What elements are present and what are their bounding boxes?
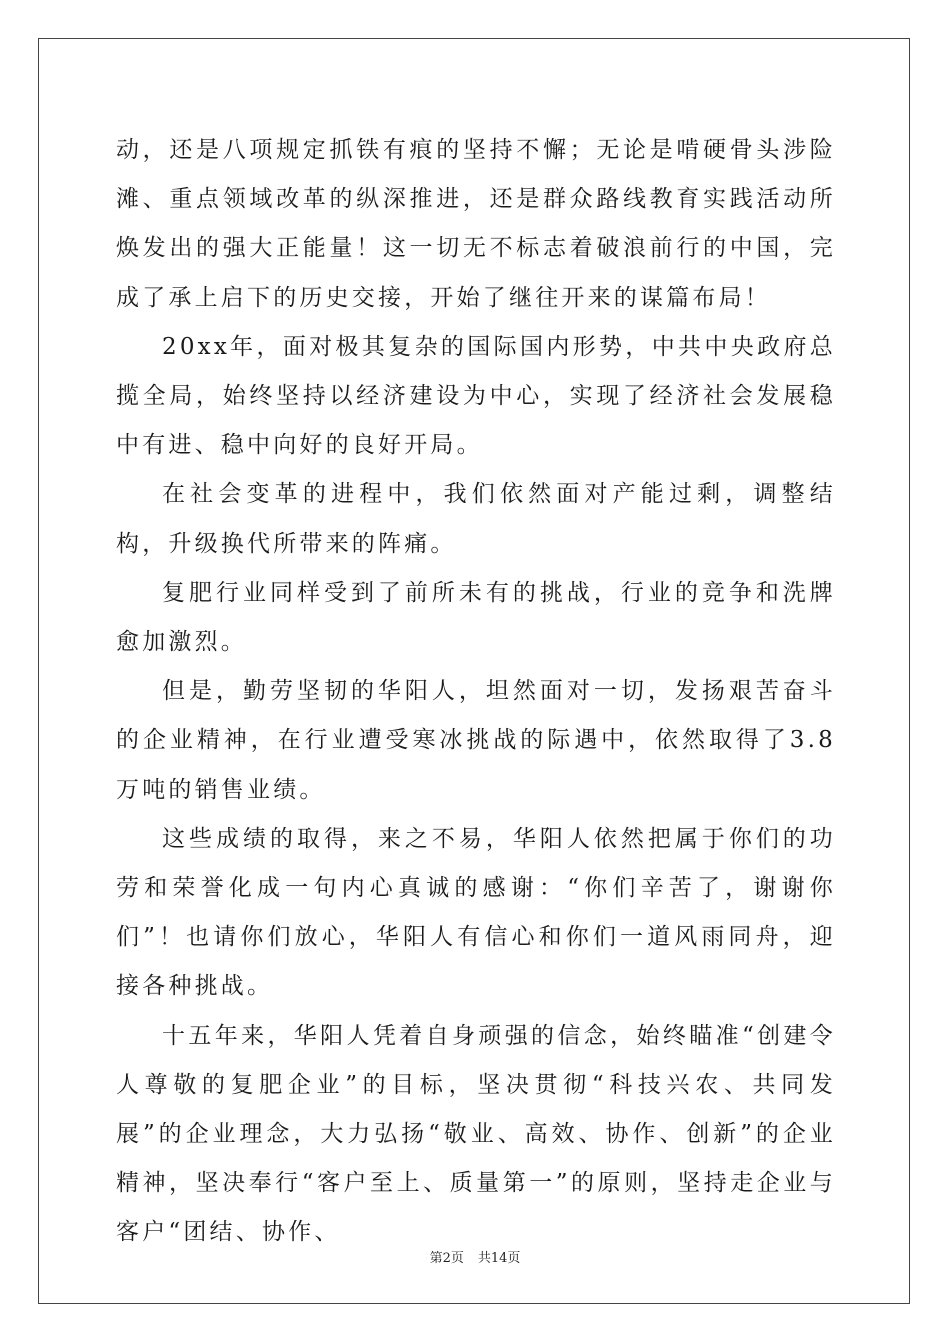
page-footer	[0, 1247, 950, 1266]
paragraph-4: 复肥行业同样受到了前所未有的挑战，行业的竞争和洗牌愈加激烈。	[116, 579, 836, 656]
paragraph-3: 在社会变革的进程中，我们依然面对产能过剩，调整结构，升级换代所带来的阵痛。	[116, 481, 836, 557]
page-total: 共14页	[477, 1251, 521, 1266]
paragraph-6: 这些成绩的取得，来之不易，华阳人依然把属于你们的功劳和荣誉化成一句内心真诚的感谢：“你们辛苦了，谢谢你们”！也请你们放心，华阳人有信心和你们一道风雨同舟，迎接各种挑战。	[116, 825, 836, 1000]
paragraph-1: 动，还是八项规定抓铁有痕的坚持不懈；无论是啃硬骨头涉险滩、重点领域改革的纵深推进，还是群众路线教育实践活动所焕发出的强大正能量！这一切无不标志着破浪前行的中国，完成了承上启下的历史交接，开始了继往开来的谋篇布局！	[116, 137, 836, 311]
paragraph-5: 但是，勤劳坚韧的华阳人，坦然面对一切，发扬艰苦奋斗的企业精神，在行业遭受寒冰挑战的际遇中，依然取得了3.8万吨的销售业绩。	[116, 678, 836, 803]
document-body	[116, 126, 836, 1258]
page-number: 第2页	[429, 1251, 464, 1266]
paragraph-7: 十五年来，华阳人凭着自身顽强的信念，始终瞄准“创建令人尊敬的复肥企业”的目标，坚决贯彻“科技兴农、共同发展”的企业理念，大力弘扬“敬业、高效、协作、创新”的企业精神，坚决奉行“客户至上、质量第一”的原则，坚持走企业与客户“团结、协作、	[116, 1022, 836, 1246]
paragraph-2: 20xx年，面对极其复杂的国际国内形势，中共中央政府总揽全局，始终坚持以经济建设为中心，实现了经济社会发展稳中有进、稳中向好的良好开局。	[116, 333, 836, 459]
